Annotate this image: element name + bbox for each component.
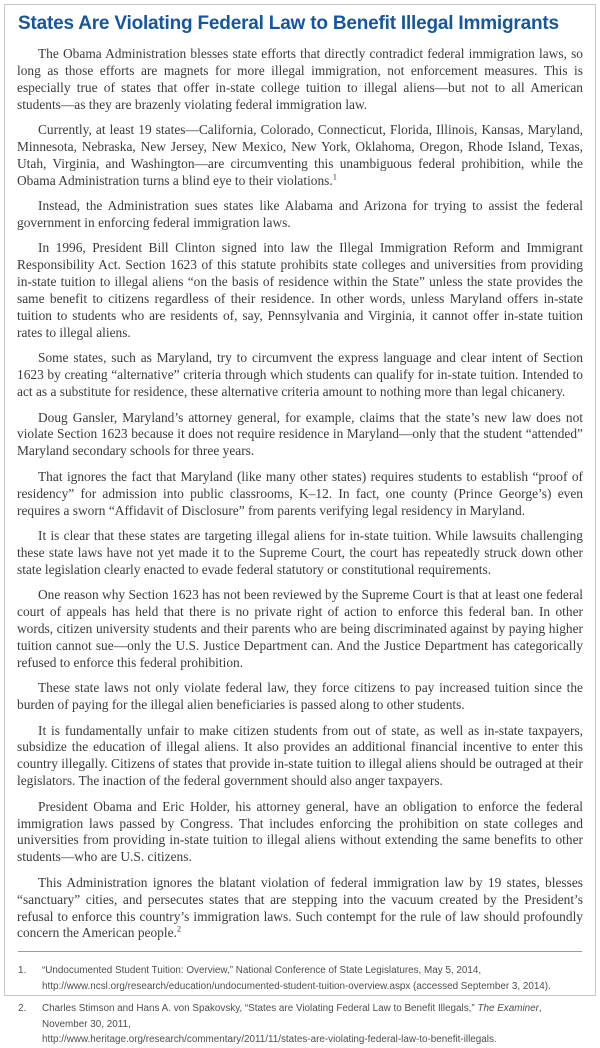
footnote-citation: Charles Stimson and Hans A. von Spakovsky, “States are Violating Federal Law to Benefit Illegals,”	[42, 1003, 478, 1015]
paragraph-text: The Obama Administration blesses state efforts that directly contradict federal immigration laws, so long as those efforts are magnets for more illegal immigration, not enforcement measures. This is especially true of states that offer in-state college tuition to illegal aliens—but not to all American students—as they are brazenly violating federal immigration law.	[17, 45, 583, 112]
paragraph-text: One reason why Section 1623 has not been reviewed by the Supreme Court is that at least one federal court of appeals has held that there is no private right of action to enforce this federal ban. In other words, citizen university students and their parents who are being discriminated against by paying higher tuition cannot sue—only the U.S. Justice Department can. And the Justice Department has categorically refused to enforce this federal prohibition.	[17, 587, 583, 670]
body-paragraph	[17, 410, 583, 461]
footnote-ref-2: 2	[176, 924, 182, 935]
paragraph-text: It is clear that these states are targeting illegal aliens for in-state tuition. While lawsuits challenging these state laws have not yet made it to the Supreme Court, the court has repeatedly struck down other state legislation clearly enacted to evade federal statutory or constitutional requirements.	[17, 527, 583, 577]
body-paragraph	[17, 723, 583, 791]
footnote-2	[18, 1001, 582, 1048]
paragraph-text: In 1996, President Bill Clinton signed into law the Illegal Immigration Reform and Immigrant Responsibility Act. Section 1623 of this statute prohibits state colleges and universities from providing in-state tuition to illegal aliens “on the basis of residence within the State” unless the state provides the same benefit to citizens regardless of their residence. In other words, unless Maryland offers in-state tuition to students who are residents of, say, Pennsylvania and Virginia, it cannot offer in-state tuition rates to illegal aliens.	[17, 240, 583, 340]
paragraph-text: These state laws not only violate federal law, they force citizens to pay increased tuition since the burden of paying for the illegal alien beneficiaries is passed along to other students.	[17, 680, 583, 713]
footnote-citation: “Undocumented Student Tuition: Overview,” National Conference of State Legislatures, May 5, 2014,	[42, 964, 482, 976]
paragraph-text: Instead, the Administration sues states like Alabama and Arizona for trying to assist the federal government in enforcing federal immigration laws.	[17, 198, 583, 230]
paragraph-text: Doug Gansler, Maryland’s attorney general, for example, claims that the state’s new law does not violate Section 1623 because it does not require residence in Maryland—only that the student “attended” Maryland secondary schools for three years.	[17, 409, 583, 459]
body-paragraph	[17, 122, 583, 190]
footnote-publication: The Examiner	[477, 1003, 539, 1015]
footnote-url: http://www.heritage.org/research/commentary/2011/11/states-are-violating-federal-law-to-benefit-illegals.	[42, 1034, 497, 1046]
article-body	[17, 46, 583, 943]
body-paragraph	[17, 587, 583, 672]
footnote-citation-date: , November 30, 2011,	[42, 1003, 542, 1030]
body-paragraph	[17, 875, 583, 943]
footnote-1	[18, 963, 582, 994]
body-paragraph	[17, 528, 583, 579]
body-paragraph	[17, 469, 583, 520]
footnote-number: 1.	[18, 964, 27, 976]
footnote-ref-1: 1	[332, 171, 337, 182]
body-paragraph	[17, 799, 583, 867]
paragraph-text: Some states, such as Maryland, try to circumvent the express language and clear intent of Section 1623 by creating “alternative” criteria through which students can qualify for in-state tuition. Intended to act as a substitute for residence, these alternative criteria amount to nothing more than legal chicanery.	[17, 350, 583, 400]
paragraph-text: President Obama and Eric Holder, his attorney general, have an obligation to enforce the federal immigration laws passed by Congress. That includes enforcing the prohibition on state colleges and universities from providing in-state tuition to illegal aliens without extending the same benefits to other students—who are U.S. citizens.	[17, 798, 583, 865]
footnote-url: http://www.ncsl.org/research/education/undocumented-student-tuition-overview.aspx (accessed September 3, 2014).	[42, 980, 551, 992]
page-border-frame	[4, 4, 596, 1046]
footnote-number: 2.	[18, 1003, 27, 1015]
paragraph-text: That ignores the fact that Maryland (like many other states) requires students to establish “proof of residency” for admission into public classrooms, K–12. In fact, one county (Prince George’s) even requires a sworn “Affidavit of Disclosure” from parents verifying legal residency in Maryland.	[17, 468, 583, 518]
footnote-text	[42, 1001, 582, 1048]
paragraph-text: Currently, at least 19 states—California, Colorado, Connecticut, Florida, Illinois, Kansas, Maryland, Minnesota, Nebraska, New Jersey, New Mexico, New York, Oklahoma, Oregon, Rhode Island, Texas, Utah, Virginia, and Washington—are circumventing this unambiguous federal prohibition, while the Obama Administration turns a blind eye to their violations.	[17, 121, 583, 188]
footnote-text	[42, 963, 582, 994]
body-paragraph	[17, 240, 583, 341]
body-paragraph	[17, 350, 583, 401]
body-paragraph	[17, 680, 583, 714]
paragraph-text: This Administration ignores the blatant violation of federal immigration law by 19 states, blesses “sanctuary” cities, and persecutes states that are stepping into the vacuum created by the President’s refusal to enforce this country’s immigration laws. Such contempt for the rule of law should profoundly concern the American people.	[17, 874, 583, 941]
body-paragraph	[17, 198, 583, 232]
document-title: States Are Violating Federal Law to Benefit Illegal Immigrants	[18, 13, 559, 34]
body-paragraph	[17, 46, 583, 114]
footnotes-section	[17, 963, 583, 1048]
paragraph-text: It is fundamentally unfair to make citizen students from out of state, as well as in-state taxpayers, subsidize the education of illegal aliens. It also provides an additional financial incentive to enter this country illegally. Citizens of states that provide in-state tuition to illegal aliens should be outraged at their legislators. The inaction of the federal government should also anger taxpayers.	[17, 722, 583, 789]
footnote-divider	[18, 951, 582, 952]
